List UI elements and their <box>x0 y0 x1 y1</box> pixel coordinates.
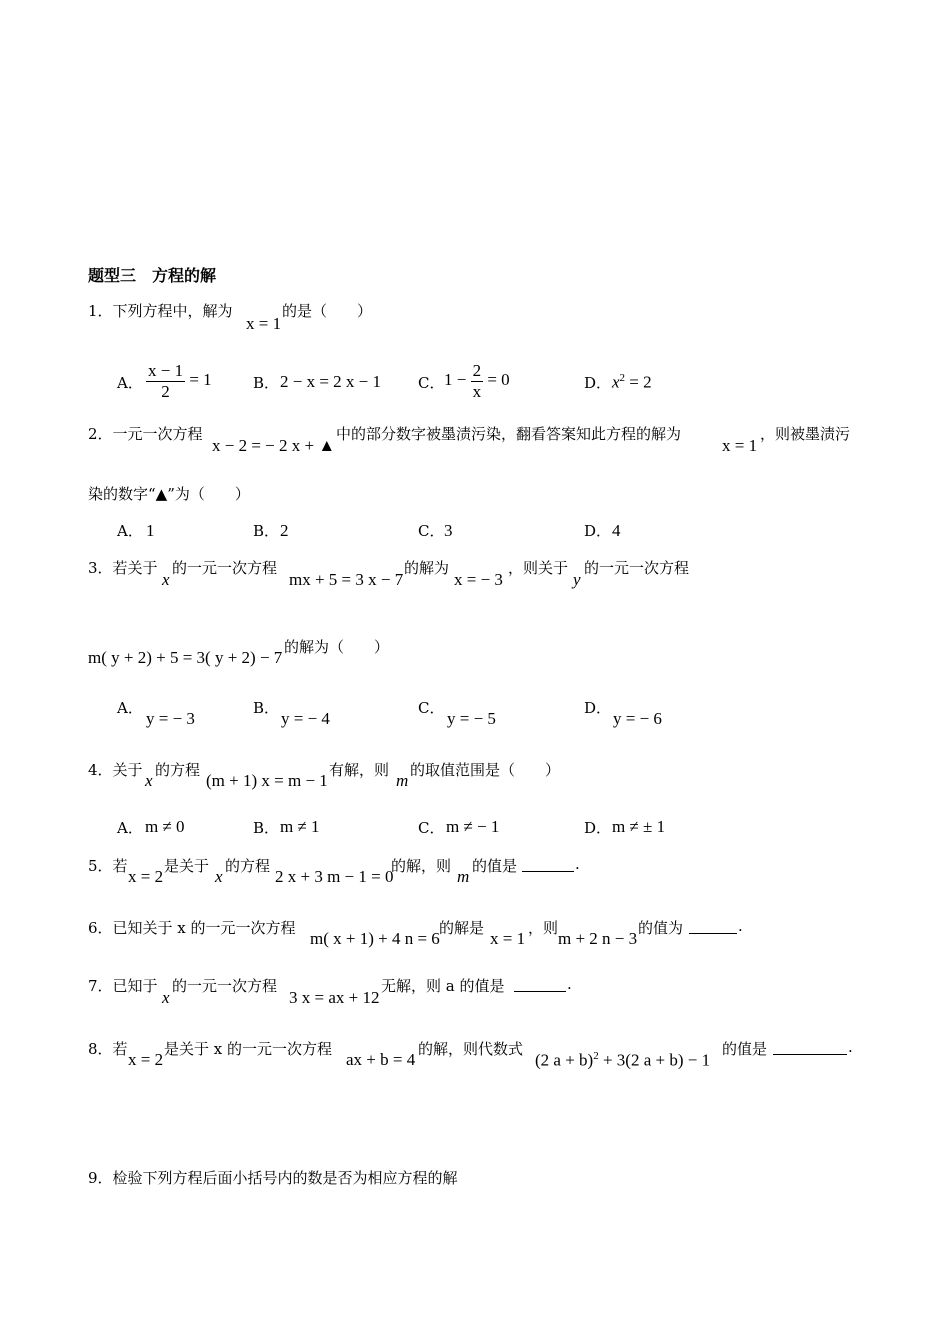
q2-option-d: 4 <box>612 521 621 540</box>
q4-stem-c: 有解，则 <box>329 761 390 779</box>
q3-option-a-label: A． <box>117 699 143 717</box>
q4-option-d-label: D． <box>584 819 612 837</box>
q8-stem-b: 是关于 x 的一元一次方程 <box>164 1040 332 1058</box>
q4-var-x: x <box>145 771 153 790</box>
q4-option-d: m ≠ ± 1 <box>612 817 666 836</box>
q8-stem-c: 的解，则代数式 <box>418 1040 524 1058</box>
q4-option-c-label: C． <box>418 819 445 837</box>
q7-var-x: x <box>162 988 170 1007</box>
q5-stem-a: 5．若 <box>88 857 128 875</box>
q3-option-b: y = − 4 <box>281 709 330 728</box>
q7-stem-c: 无解，则 a 的值是 <box>381 977 505 995</box>
q3-equation-1: mx + 5 = 3 x − 7 <box>289 570 404 589</box>
q1-option-d-exponent: 2 <box>619 372 626 384</box>
q6-stem-b: 的解是 <box>439 919 485 937</box>
q2-option-b-label: B． <box>253 522 280 540</box>
q5-equation-2: 2 x + 3 m − 1 = 0 <box>275 867 394 886</box>
q7-equation: 3 x = ax + 12 <box>289 988 380 1007</box>
q5-equation-1: x = 2 <box>128 867 164 886</box>
q1-option-c-rest: = 0 <box>487 369 510 389</box>
q3-option-d: y = − 6 <box>613 709 662 728</box>
q5-stem-d: 的解，则 <box>391 857 452 875</box>
q2-line2: 染的数字“▲”为（ ） <box>88 485 250 503</box>
q1-option-c-pre: 1 − <box>444 369 467 389</box>
q8-answer-blank <box>773 1040 847 1055</box>
q6-stem-c: ，则 <box>528 919 559 937</box>
q3-stem-e: 的一元一次方程 <box>584 559 690 577</box>
q4-stem-d: 的取值范围是（ ） <box>410 761 561 779</box>
q1-option-c-denominator: x <box>472 381 482 401</box>
q5-stem-e: 的值是 <box>472 857 518 875</box>
q1-option-a-rest: = 1 <box>189 369 212 389</box>
q2-option-b: 2 <box>280 521 289 540</box>
q2-stem-solution: x = 1 <box>722 436 758 455</box>
q3-solution: x = − 3 <box>454 570 503 589</box>
q7-stem-a: 7．已知于 <box>88 977 158 995</box>
q8-stem-d: 的值是 <box>722 1040 768 1058</box>
q1-option-a-numerator: x − 1 <box>148 361 184 380</box>
q7-answer-blank <box>514 977 566 992</box>
q8-expression-exponent: 2 <box>593 1050 599 1062</box>
q1-option-b-label: B． <box>253 374 280 392</box>
q4-stem-a: 4．关于 <box>88 761 143 779</box>
q3-stem-b: 的一元一次方程 <box>172 559 278 577</box>
q8-expression-a: (2 a + b) <box>535 1050 594 1070</box>
q6-expression: m + 2 n − 3 <box>558 929 638 948</box>
q5-end: . <box>575 855 580 873</box>
q1-stem-a: 1．下列方程中，解为 <box>88 302 233 320</box>
q3-option-c-label: C． <box>418 699 445 717</box>
q4-option-a: m ≠ 0 <box>145 817 185 836</box>
q3-option-c: y = − 5 <box>447 709 496 728</box>
section-title: 题型三 方程的解 <box>88 266 217 285</box>
q2-stem-eq: x − 2 = − 2 x + ▲ <box>212 436 336 455</box>
q6-end: . <box>738 917 743 935</box>
q1-option-c-numerator: 2 <box>472 361 482 380</box>
q2-stem-b: 中的部分数字被墨渍污染，翻看答案知此方程的解为 <box>336 425 682 443</box>
q3-stem-c: 的解为 <box>404 559 450 577</box>
q4-option-b-label: B． <box>253 819 280 837</box>
q8-equation-1: x = 2 <box>128 1050 164 1069</box>
q1-stem-eq: x = 1 <box>246 314 282 333</box>
q1-option-d <box>612 372 652 393</box>
q1-option-c-label: C． <box>418 374 445 392</box>
q1-option-b: 2 − x = 2 x − 1 <box>280 372 382 391</box>
q8-expression <box>535 1050 710 1071</box>
q1-stem-b: 的是（ ） <box>282 302 373 320</box>
q2-option-a-label: A． <box>117 522 143 540</box>
q2-stem-c: ，则被墨渍污 <box>760 425 851 443</box>
q6-answer-blank <box>689 919 737 934</box>
q3-option-b-label: B． <box>253 699 280 717</box>
q2-stem-a: 2．一元一次方程 <box>88 425 203 443</box>
q6-equation: m( x + 1) + 4 n = 6 <box>310 929 440 948</box>
q9-stem: 9．检验下列方程后面小括号内的数是否为相应方程的解 <box>88 1169 458 1187</box>
q1-option-d-base: x <box>612 372 620 392</box>
q1-option-a-denominator: 2 <box>161 381 170 401</box>
q2-option-c: 3 <box>444 521 453 540</box>
q5-var-x: x <box>215 867 223 886</box>
q3-var-x: x <box>162 570 170 589</box>
q3-stem-a: 3．若关于 <box>88 559 158 577</box>
q1-option-c-fraction <box>471 361 484 401</box>
q8-stem-a: 8．若 <box>88 1040 128 1058</box>
q3-var-y: y <box>573 570 581 589</box>
q1-option-a-label: A． <box>117 374 143 392</box>
q1-option-d-rest: = 2 <box>629 372 652 392</box>
q4-option-a-label: A． <box>117 819 143 837</box>
q6-stem-a: 6．已知关于 x 的一元一次方程 <box>88 919 296 937</box>
q4-equation: (m + 1) x = m − 1 <box>206 771 328 790</box>
q2-option-c-label: C． <box>418 522 445 540</box>
q2-option-a: 1 <box>146 521 155 540</box>
q3-option-a: y = − 3 <box>146 709 195 728</box>
q1-option-a <box>146 361 212 401</box>
q6-solution: x = 1 <box>490 929 526 948</box>
q5-stem-c: 的方程 <box>225 857 271 875</box>
q4-var-m: m <box>396 771 409 790</box>
q4-stem-b: 的方程 <box>155 761 201 779</box>
q7-end: . <box>567 975 572 993</box>
q6-stem-d: 的值为 <box>638 919 684 937</box>
q8-equation-2: ax + b = 4 <box>346 1050 416 1069</box>
q1-option-d-label: D． <box>584 374 612 392</box>
q4-option-c: m ≠ − 1 <box>446 817 500 836</box>
q3-stem-f: 的解为（ ） <box>284 638 390 656</box>
q5-answer-blank <box>522 857 574 872</box>
q2-option-d-label: D． <box>584 522 612 540</box>
q7-stem-b: 的一元一次方程 <box>172 977 278 995</box>
q8-expression-b: + 3(2 a + b) − 1 <box>602 1050 711 1070</box>
q1-option-c <box>444 361 510 401</box>
q3-equation-2: m( y + 2) + 5 = 3( y + 2) − 7 <box>88 648 283 667</box>
q4-option-b: m ≠ 1 <box>280 817 320 836</box>
q3-stem-d: ，则关于 <box>508 559 569 577</box>
q3-option-d-label: D． <box>584 699 612 717</box>
q5-stem-b: 是关于 <box>164 857 210 875</box>
q8-end: . <box>848 1038 853 1056</box>
q1-option-a-fraction <box>146 361 185 401</box>
q5-var-m: m <box>457 867 470 886</box>
